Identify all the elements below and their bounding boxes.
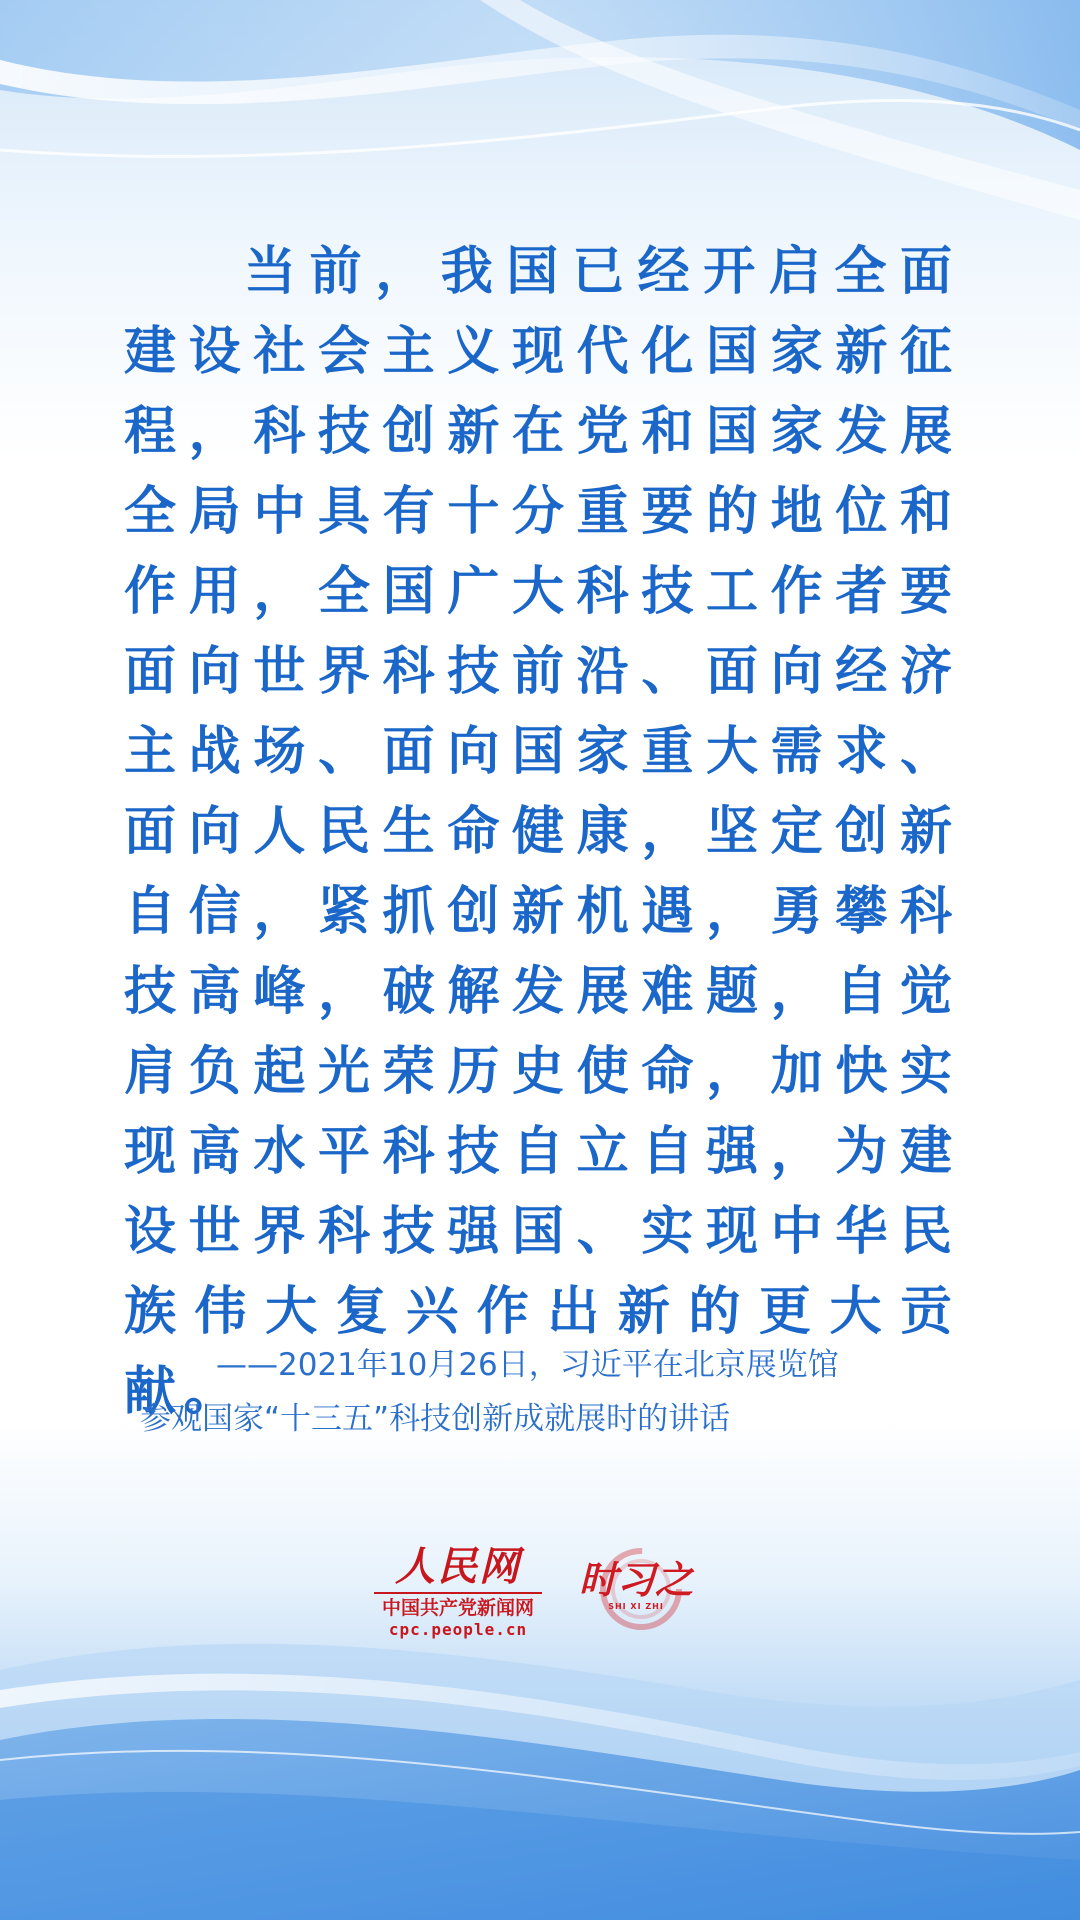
people-net-logo-url: cpc.people.cn xyxy=(388,1620,528,1639)
people-net-logo-divider xyxy=(374,1592,542,1594)
shixizhi-logo xyxy=(566,1536,706,1646)
quote-source-line-1: ——2021年10月26日，习近平在北京展览馆 xyxy=(216,1347,839,1383)
people-net-logo-subtitle: 中国共产党新闻网 xyxy=(381,1597,534,1619)
quote-source-line-2: 参观国家“十三五”科技创新成就展时的讲话 xyxy=(140,1401,731,1437)
people-net-logo xyxy=(370,1544,546,1644)
bottom-wave-decoration xyxy=(0,1440,1080,1920)
shixizhi-logo-pinyin: SHI XI ZHI xyxy=(608,1602,664,1611)
quote-text: 当前，我国已经开启全面建设社会主义现代化国家新征程，科技创新在党和国家发展全局中具有十分重要的地位和作用，全国广大科技工作者要面向世界科技前沿、面向经济主战场、面向国家重大需求、面向人民生命健康，坚定创新自信，紧抓创新机遇，勇攀科技高峰，破解发展难题，自觉肩负起光荣历史使命，加快实现高水平科技自立自强，为建设世界科技强国、实现中华民族伟大复兴作出新的更大贡献。 xyxy=(124,241,960,1422)
shixizhi-logo-text: 时习之 xyxy=(578,1558,693,1602)
people-net-logo-script: 人民网 xyxy=(395,1543,521,1590)
